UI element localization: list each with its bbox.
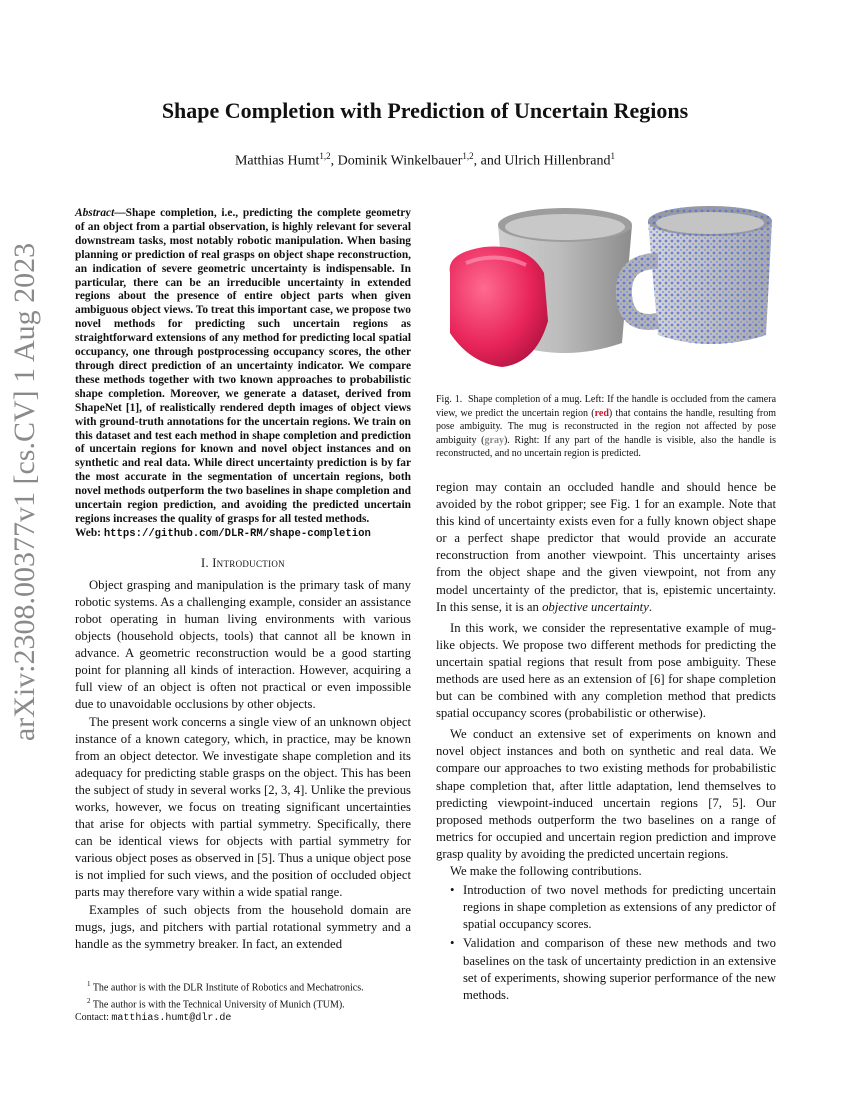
paragraph-text: region may contain an occluded handle and should hence be avoided by the robot gripper; see Fig. 1 for an example. Note that this kind of uncertainty exists even for a fully known object shape or a perfect shape predictor that would provide an accurate reconstruction from another viewpoint. This uncertainty arises from the object shape and the given viewpoint, not from any model uncertainty of the predictor, that is, epistemic uncertainty. In this sense, it is an [436, 479, 776, 614]
caption-text: Shape completion of a mug. Left: If the handle is occluded from the camera view, we predict the uncertain region ( [436, 394, 777, 419]
caption-text: ). Right: If any part of the handle is visible, also the handle is reconstructed, and no uncertain region is predicted. [436, 434, 776, 460]
paragraph: Examples of such objects from the household domain are mugs, jugs, and pitchers with partial rotational symmetry and a handle as the symmetry breaker. In fact, an extended [75, 902, 411, 951]
list-item [436, 935, 776, 1003]
caption-label: Fig. 1. [436, 394, 463, 405]
author-list [75, 146, 775, 172]
list-item-text: Introduction of two novel methods for predicting uncertain regions in shape completion as extensions of any predictor of spatial occupancy scores. [463, 883, 776, 932]
introduction-body [75, 577, 411, 953]
list-item-text: Validation and comparison of these new methods and two baselines on the task of uncertainty prediction in an extensive set of experiments, showing superior performance of the new methods. [463, 936, 776, 1002]
paragraph: We conduct an extensive set of experiments on known and novel object instances and both on synthetic and real data. We compare our approaches to two existing methods for probabilistic shape completion that, after little adaptation, lend themselves to predicting viewpoint-induced uncertain regions [7, 5]. Our proposed methods outperform the two baselines on a range of metrics for occupied and uncertain region prediction and improve grasp quality by avoiding the predicted uncertain regions. [436, 727, 776, 861]
bullet: • [450, 936, 455, 951]
abstract-dash: — [114, 207, 126, 219]
abstract-label: Abstract [75, 207, 115, 219]
uncertain-region [450, 247, 548, 367]
footnote-mark: 2 [87, 996, 91, 1005]
author-name: Matthias Humt [234, 153, 320, 169]
footnote-1 [75, 978, 411, 995]
contribution-list [436, 882, 776, 1004]
author-name: Ulrich Hillenbrand [504, 153, 611, 169]
bullet: • [450, 883, 455, 898]
author-separator: , [330, 153, 338, 169]
author-separator: , and [473, 153, 505, 169]
paragraph: In this work, we consider the representative example of mug-like objects. We propose two different methods for predicting the uncertain spatial regions that result from pose ambiguity. These methods are used here as an extension of [6] for shape completion but can be combined with any completion method that predicts spatial occupancy scores (probabilistic or otherwise). [436, 620, 776, 721]
contact-label: Contact: [75, 1012, 109, 1024]
contact-email[interactable]: matthias.humt@dlr.de [111, 1013, 232, 1025]
figure-caption [436, 393, 776, 461]
left-mug [450, 208, 632, 367]
paper-title: Shape Completion with Prediction of Uncertain Regions [161, 98, 689, 123]
section-number: I. [201, 555, 209, 570]
section-title: Introduction [212, 555, 285, 570]
abstract-text: Shape completion, i.e., predicting the complete geometry of an object from a partial observation, is highly relevant for several downstream tasks, most notably robotic manipulation. When basing planning or prediction of real grasps on object shape reconstruction, an indication of severe geometric uncertainty is indispensable. In particular, there can be an irreducible uncertainty in extended regions about the presence of entire object parts when given ambiguous object views. To treat this important case, we propose two novel methods for predicting such uncertain regions as straightforward extensions of any method for predicting local spatial occupancy, one through postprocessing occupancy scores, the other through direct prediction of an uncertainty indicator. We compare these methods together with two known approaches to probabilistic shape completion. Moreover, we generate a dataset, derived from ShapeNet [1], of realistically rendered depth images of object views with ground-truth annotations for the uncertain regions. We train on this dataset and test each method in shape completion and prediction of uncertain regions for known and novel object instances and on synthetic and real data. While direct uncertainty prediction is by far the most accurate in the segmentation of uncertain regions, both novel methods outperform the two baselines in shape completion and uncertain region prediction, and avoiding the predicted uncertain regions increases the quality of grasps for all tested methods. [75, 207, 411, 525]
footnote-text: The author is with the DLR Institute of Robotics and Mechatronics. [92, 982, 364, 994]
left-column [75, 207, 411, 953]
caption-gray-word: gray [484, 434, 504, 446]
footnote-2 [75, 995, 411, 1012]
abstract [75, 207, 411, 542]
arxiv-identifier[interactable]: arXiv:2308.00377v1 [cs.CV] 1 Aug 2023 [8, 242, 41, 742]
list-item [436, 882, 776, 933]
paragraph [436, 479, 776, 616]
right-column-body [436, 479, 776, 1004]
contact-line [75, 1011, 411, 1025]
paragraph-end: . [648, 599, 652, 614]
author-affiliation: 1,2 [319, 151, 331, 161]
footnote-text: The author is with the Technical University of Munich (TUM). [92, 999, 345, 1011]
section-heading-introduction [75, 556, 411, 571]
paragraph: We make the following contributions. [450, 864, 642, 879]
mug-figure-image [436, 203, 776, 387]
figure-mug-completion [436, 203, 776, 387]
caption-red-word: red [594, 407, 609, 419]
author-name: Dominik Winkelbauer [337, 153, 463, 169]
paragraph: Object grasping and manipulation is the primary task of many robotic systems. As a challenging example, consider an assistance robot operating in human living environments with various objects (household objects, tools) that cannot all be known in advance. A geometric reconstruction would be a good starting point for planning all kinds of interaction. However, acquiring a full view of an object is often not practical or even impossible due to unavoidable occlusions by other objects. [75, 577, 411, 712]
paragraph: The present work concerns a single view of an unknown object instance of a known category, which, in practice, may be known from an object detector. We investigate shape completion and its adequacy for predicting stable grasps on the object. This has been the subject of study in several works [2, 3, 4]. Unlike the previous works, however, we focus on treating significant uncertainties that arise for objects with partial symmetry. Specifically, there can be identical views for objects with partial symmetry for various object poses as observed in [5]. Thus a unique object pose is not implied for such views, and the position of occluded object parts may therefore vary within a wide spatial range. [75, 714, 411, 900]
author-affiliation: 1,2 [462, 151, 474, 161]
caption-text: ) that contains the handle, resulting from pose ambiguity. The mug is reconstructed in the region not affected by pose ambiguity ( [436, 407, 776, 446]
right-column [436, 203, 776, 1006]
author-affiliation: 1 [610, 151, 615, 161]
github-link[interactable]: https://github.com/DLR-RM/shape-completion [103, 527, 371, 540]
right-mug [624, 206, 772, 344]
footnote-mark: 1 [87, 980, 91, 988]
footnotes [75, 978, 411, 1026]
emphasis: objective uncertainty [542, 599, 649, 614]
web-label: Web: [75, 526, 101, 539]
